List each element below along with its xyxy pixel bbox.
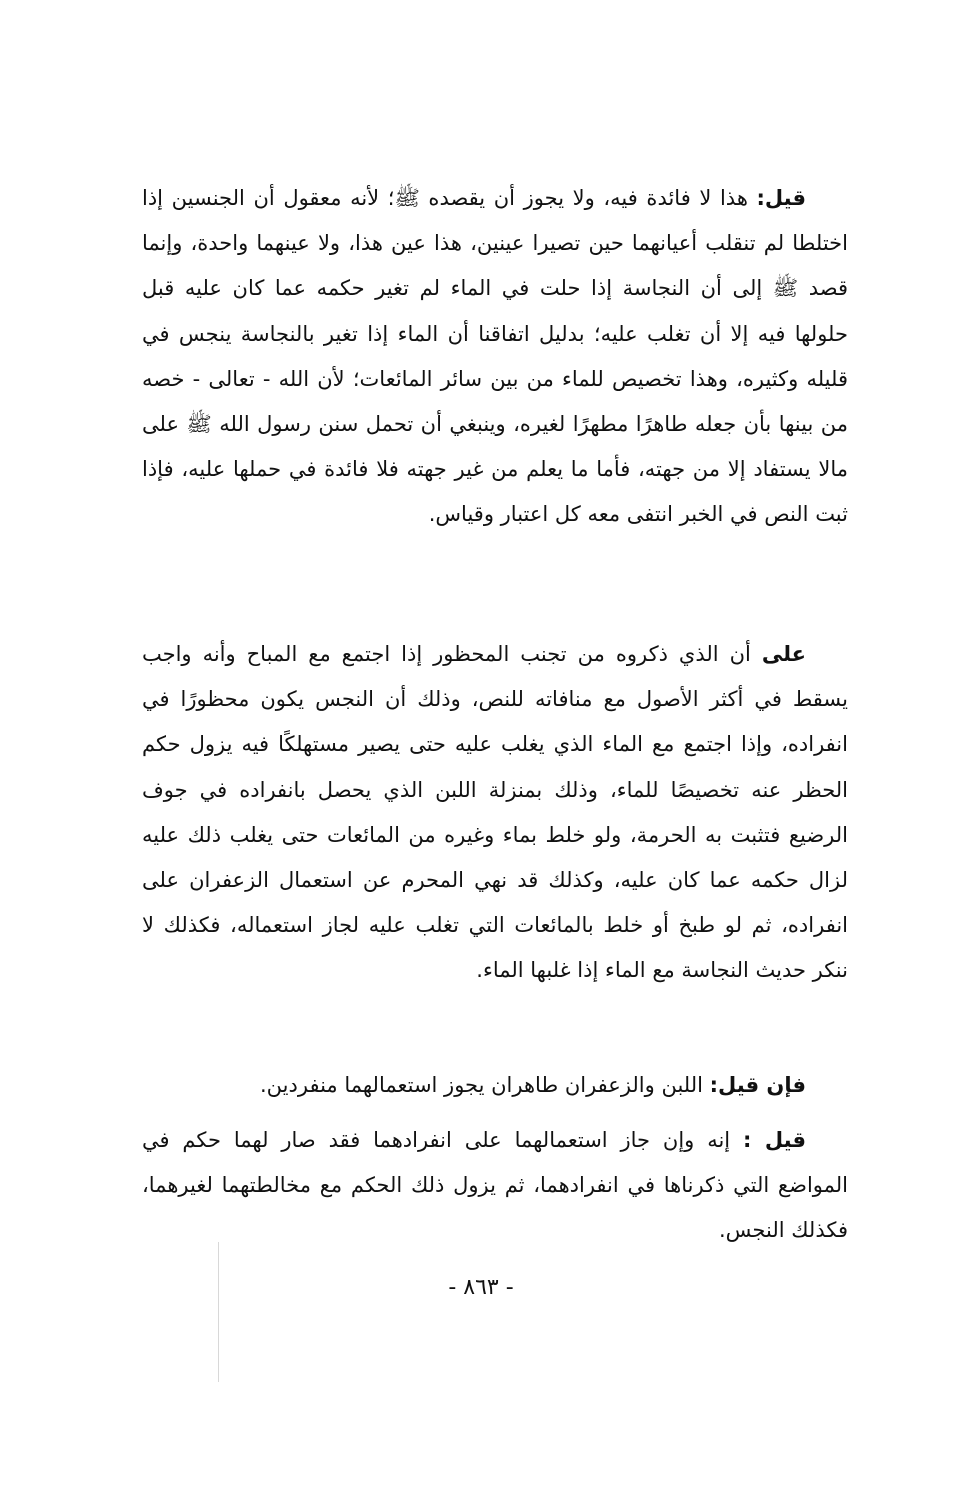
paragraph-2-text: أن الذي ذكروه من تجنب المحظور إذا اجتمع مع المباح وأنه واجب يسقط في أكثر الأصول مع منافاته للنص، وذلك أن النجس يكون محظورًا في انفراده، وإذا اجتمع مع الماء الذي يغلب عليه حتى يصير مستهلكًا فيه يزول حكم الحظر عنه تخصيصًا للماء، وذلك بمنزلة اللبن الذي يحصل بانفراده في جوف الرضيع فتثبت به الحرمة، ولو خلط بماء وغيره من المائعات حتى يغلب ذلك عليه لزال حكمه عما كان عليه، وكذلك قد نهي المحرم عن استعمال الزعفران على انفراده، ثم لو طبخ أو خلط بالمائعات التي تغلب عليه لجاز استعماله، فكذلك لا ننكر حديث النجاسة مع الماء إذا غلبها الماء. xyxy=(142,642,848,983)
page-number: - ٨٦٣ - xyxy=(448,1275,514,1300)
paragraph-1-lead: قيل: xyxy=(756,186,806,210)
paragraph-4 xyxy=(142,1118,848,1254)
scan-margin-line xyxy=(218,1242,219,1382)
paragraph-3 xyxy=(142,1063,848,1108)
paragraph-3-lead: فإن قيل: xyxy=(709,1073,806,1097)
paragraph-1 xyxy=(142,176,848,538)
paragraph-2 xyxy=(142,632,848,994)
paragraph-4-lead: قيل : xyxy=(743,1128,806,1152)
paragraph-1-text: هذا لا فائدة فيه، ولا يجوز أن يقصده ﷺ؛ لأنه معقول أن الجنسين إذا اختلطا لم تنقلب أعيانهما حين تصيرا عينين، هذا عين هذا، ولا عينهما واحدة، وإنما قصد ﷺ إلى أن النجاسة إذا حلت في الماء لم تغير حكمه عما كان عليه قبل حلولها فيه إلا أن تغلب عليه؛ بدليل اتفاقنا أن الماء إذا تغير بالنجاسة ينجس في قليله وكثيره، وهذا تخصيص للماء من بين سائر المائعات؛ لأن الله - تعالى - خصه من بينها بأن جعله طاهرًا مطهرًا لغيره، وينبغي أن تحمل سنن رسول الله ﷺ على مالا يستفاد إلا من جهته، فأما ما يعلم من غير جهته فلا فائدة في حملها عليه، فإذا ثبت النص في الخبر انتفى معه كل اعتبار وقياس. xyxy=(142,186,848,527)
paragraph-3-text: اللبن والزعفران طاهران يجوز استعمالهما منفردين. xyxy=(260,1073,710,1097)
paragraph-4-text: إنه وإن جاز استعمالهما على انفرادهما فقد صار لهما حكم في المواضع التي ذكرناها في انفرادهما، ثم يزول ذلك الحكم مع مخالطتهما لغيرهما، فكذلك النجس. xyxy=(142,1128,848,1243)
paragraph-2-lead: على xyxy=(761,642,806,666)
